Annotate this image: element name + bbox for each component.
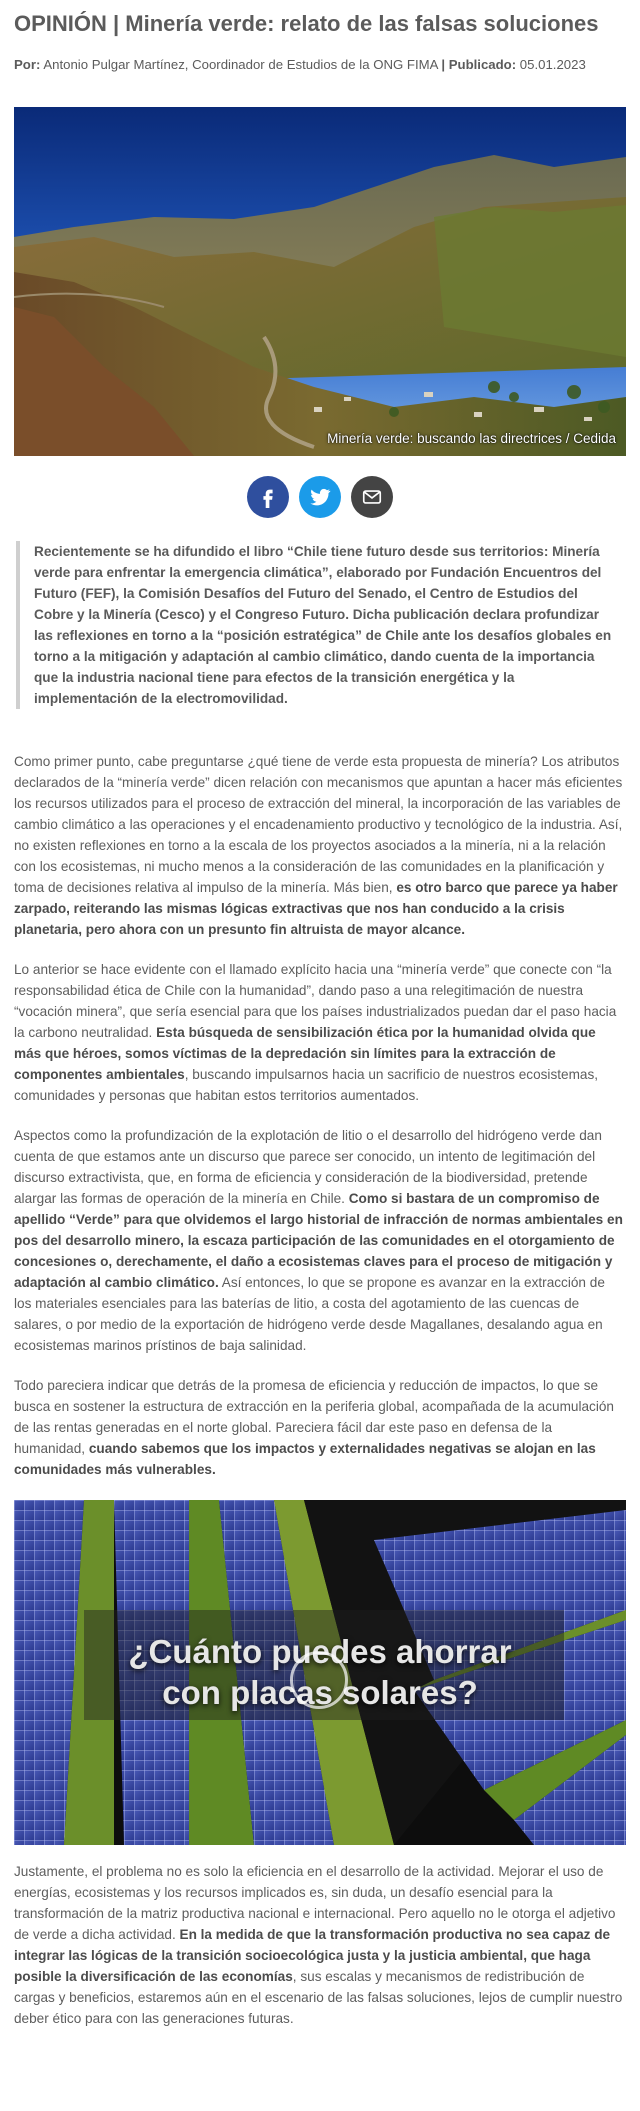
paragraph-4: Todo pareciera indicar que detrás de la promesa de eficiencia y reducción de impactos, lo que se busca en sostener la estructura de extracción en la periferia global, acompañada de la acumulación de las rentas generadas en el norte global. Pareciera fácil dar este paso en defensa de la humanidad, cuando sabemos que los impactos y externalidades negativas se alojan en las comunidades más vulnerables.: [14, 1378, 614, 1477]
twitter-icon: [308, 485, 332, 509]
share-bar: [14, 476, 626, 518]
mountain-landscape-image: [14, 107, 626, 456]
article-title: OPINIÓN | Minería verde: relato de las falsas soluciones: [14, 11, 599, 36]
published-label: Publicado:: [448, 57, 517, 72]
facebook-share-button[interactable]: [247, 476, 289, 518]
byline: [14, 56, 626, 74]
email-icon: [361, 486, 383, 508]
email-share-button[interactable]: [351, 476, 393, 518]
paragraph-1: Como primer punto, cabe preguntarse ¿qué tiene de verde esta propuesta de minería? Los atributos declarados de la “minería verde” dicen relación con mecanismos que apuntan a hacer más eficientes los recursos utilizados para el proceso de extracción del mineral, la incorporación de las variables de cambio climático a las operaciones y el encadenamiento productivo y tecnológico de la industria. Así, no existen reflexiones en torno a la escala de los proyectos asociados a la minería, ni a la relación con los ecosistemas, ni mucho menos a la consideración de las comunidades en la planificación y toma de decisiones relativa al impulso de la minería. Más bien, es otro barco que parece ya haber zarpado, reiterando las mismas lógicas extractivas que nos han conducido a la crisis planetaria, pero ahora con un presunto fin altruista de mayor alcance.: [14, 754, 623, 937]
paragraph-2: Lo anterior se hace evidente con el llamado explícito hacia una “minería verde” que conecte con “la responsabilidad ética de Chile con la humanidad”, dando paso a una relegitimación de nuestra “vocación minera”, que sería esencial para que los países industrializados puedan dar el paso hacia la carbono neutralidad. Esta búsqueda de sensibilización ética por la humanidad olvida que más que héroes, somos víctimas de la depredación sin límites para la extracción de componentes ambientales, buscando impulsarnos hacia un sacrificio de nuestros ecosistemas, comunidades y personas que habitan estos territorios aumentados.: [14, 962, 617, 1103]
publish-date: 05.01.2023: [519, 57, 586, 72]
author: Antonio Pulgar Martínez, Coordinador de Estudios de la ONG FIMA: [43, 57, 438, 72]
play-icon[interactable]: [290, 1651, 348, 1709]
hero-image: [14, 107, 626, 456]
video-title: ¿Cuánto puedes ahorrar con placas solares?: [128, 1633, 512, 1711]
lead-blockquote: Recientemente se ha difundido el libro “Chile tiene futuro desde sus territorios: Minería verde para enfrentar la emergencia climática”, elaborado por Fundación Encuentros del Futuro (FEF), la Comisión Desafíos del Futuro del Senado, el Centro de Estudios del Cobre y la Minería (Cesco) y el Congreso Futuro. Dicha publicación declara profundizar las reflexiones en torno a la “posición estratégica” de Chile ante los desafíos globales en torno a la mitigación y adaptación al cambio climático, dando cuenta de la importancia que la industria nacional tiene para efectos de la transición energética y la implementación de la electromovilidad.: [16, 541, 626, 709]
facebook-icon: [257, 486, 279, 508]
paragraph-3: Aspectos como la profundización de la explotación de litio o el desarrollo del hidrógeno verde dan cuenta de que estamos ante un discurso que parece ser conocido, un intento de legitimación del discurso extractivista, que, en forma de eficiencia y consideración de la biodiversidad, pretende alargar las formas de operación de la minería en Chile. Como si bastara de un compromiso de apellido “Verde” para que olvidemos el largo historial de infracción de normas ambientales en pos del desarrollo minero, la escaza participación de las comunidades en el otorgamiento de concesiones o, derechamente, el daño a ecosistemas claves para el proceso de mitigación y adaptación al cambio climático. Así entonces, lo que se propone es avanzar en la extracción de los materiales esenciales para las baterías de litio, a costa del agotamiento de las cuencas de salares, o por medio de la exportación de hidrógeno verde desde Magallanes, desalando agua en ecosistemas marinos prístinos de baja salinidad.: [14, 1128, 623, 1353]
paragraph-5: Justamente, el problema no es solo la eficiencia en el desarrollo de la actividad. Mejorar el uso de energías, ecosistemas y los recursos implicados es, sin duda, un desafío esencial para la transformación de la matriz productiva nacional e internacional. Pero aquello no le otorga el adjetivo de verde a dicha actividad. En la medida de que la transformación productiva no sea capaz de integrar las lógicas de la transición socioecológica justa y la justicia ambiental, que haga posible la diversificación de las economías, sus escalas y mecanismos de redistribución de cargas y beneficios, estaremos aún en el escenario de las falsas soluciones, lejos de cumplir nuestro deber ético para con las generaciones futuras.: [14, 1864, 623, 2026]
by-label: Por:: [14, 57, 41, 72]
video-player[interactable]: [14, 1500, 626, 1845]
byline-separator: |: [441, 57, 446, 72]
hero-caption: Minería verde: buscando las directrices / Cedida: [327, 431, 616, 446]
twitter-share-button[interactable]: [299, 476, 341, 518]
